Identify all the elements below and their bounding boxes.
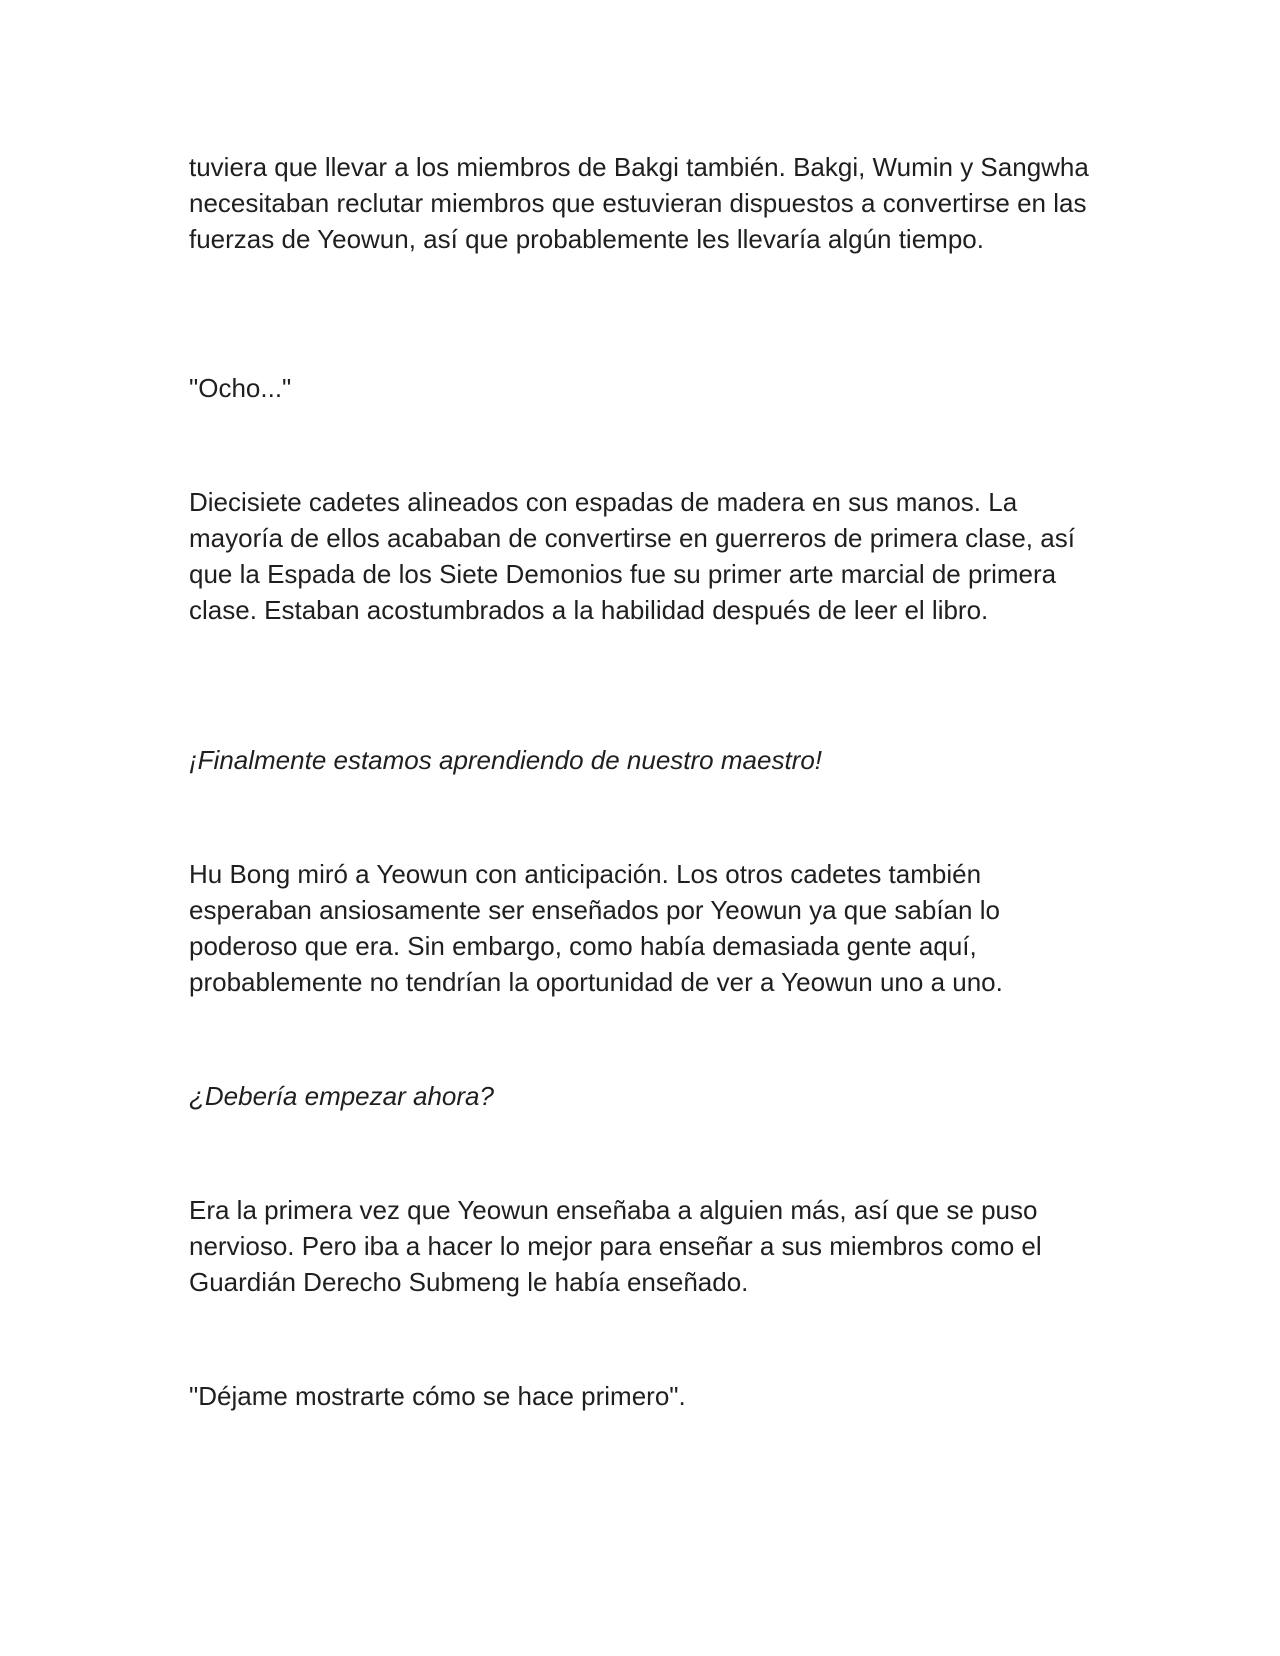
paragraph: Diecisiete cadetes alineados con espadas de madera en sus manos. La mayoría de ellos acababan de convertirse en guerreros de primera clase, así que la Espada de los Siete Demonios fue su primer arte marcial de primera clase. Estaban acostumbrados a la habilidad después de leer el libro. [189,487,1075,625]
dialogue-line: "Déjame mostrarte cómo se hace primero". [189,1381,686,1411]
dialogue-line: "Ocho..." [189,373,292,403]
paragraph: tuviera que llevar a los miembros de Bakgi también. Bakgi, Wumin y Sangwha necesitaban reclutar miembros que estuvieran dispuestos a convertirse en las fuerzas de Yeowun, así que probablemente les llevaría algún tiempo. [189,152,1089,254]
paragraph: Era la primera vez que Yeowun enseñaba a alguien más, así que se puso nervioso. Pero iba a hacer lo mejor para enseñar a sus miembros como el Guardián Derecho Submeng le había enseñado. [189,1195,1042,1297]
inner-thought: ¿Debería empezar ahora? [189,1081,494,1111]
paragraph: Hu Bong miró a Yeowun con anticipación. Los otros cadetes también esperaban ansiosamente ser enseñados por Yeowun ya que sabían lo poderoso que era. Sin embargo, como había demasiada gente aquí, probablemente no tendrían la oportunidad de ver a Yeowun uno a uno. [189,859,1003,997]
inner-thought: ¡Finalmente estamos aprendiendo de nuestro maestro! [189,745,823,775]
